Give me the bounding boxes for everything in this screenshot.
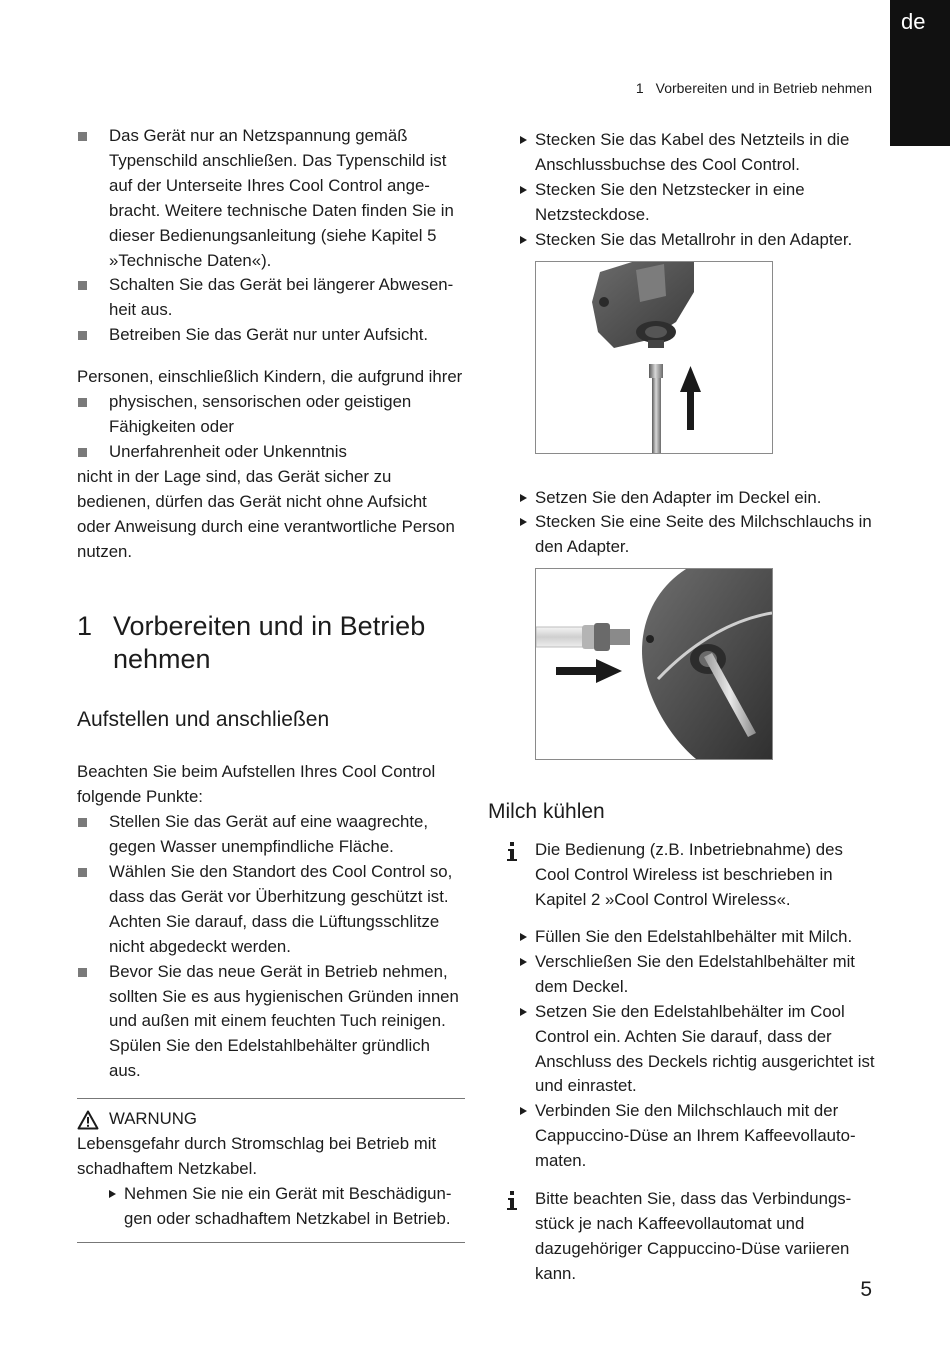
right-column (488, 128, 880, 1287)
list-item: Schalten Sie das Gerät bei längerer Abwesen-heit aus. (77, 273, 465, 323)
figure-milk-tube-adapter (535, 568, 773, 760)
warning-steps (77, 1182, 465, 1232)
list-item: Stecken Sie das Kabel des Netzteils in die Anschlussbuchse des Cool Control. (488, 128, 880, 178)
persons-intro: Personen, einschließlich Kindern, die aufgrund ihrer (77, 367, 463, 387)
warning-box (77, 1098, 465, 1243)
language-tab (890, 0, 950, 146)
list-item: Bevor Sie das neue Gerät in Betrieb nehmen, sollten Sie es aus hygienischen Gründen innen und außen mit einem feuchten Tuch reinigen. Spülen Sie den Edelstahlbehälter gründlich aus. (77, 960, 465, 1085)
list-item: Setzen Sie den Adapter im Deckel ein. (488, 486, 880, 511)
warning-text: Lebensgefahr durch Stromschlag bei Betrieb mit schadhaftem Netzkabel. (77, 1134, 437, 1178)
milk-tube-illustration (536, 569, 772, 759)
section-heading-setup: Aufstellen und anschließen (77, 708, 330, 732)
persons-outro: nicht in der Lage sind, das Gerät sicher zu bedienen, dürfen das Gerät nicht ohne Aufsicht oder Anweisung durch eine verantwortliche Person nutzen. (77, 466, 455, 561)
running-header-number: 1 (635, 80, 644, 96)
connection-steps (488, 128, 880, 253)
list-item: Stecken Sie den Netzstecker in eine Netzsteckdose. (488, 178, 880, 228)
info-note-1 (488, 838, 880, 913)
milk-steps (488, 925, 880, 1174)
list-item: Füllen Sie den Edelstahlbehälter mit Milch. (488, 925, 880, 950)
list-item: Verschließen Sie den Edelstahlbehälter mit dem Deckel. (488, 950, 880, 1000)
chapter-number: 1 (77, 611, 93, 642)
list-item: physischen, sensorischen oder geistigen Fähigkeiten oder (77, 390, 465, 440)
list-item: Setzen Sie den Edelstahlbehälter im Cool Control ein. Achten Sie darauf, dass der Anschluss des Deckels richtig ausgerichtet ist und einrastet. (488, 1000, 880, 1100)
adapter-illustration (536, 262, 772, 453)
left-column (77, 124, 465, 1243)
list-item: Wählen Sie den Standort des Cool Control so, dass das Gerät vor Überhitzung geschützt ist. Achten Sie darauf, dass die Lüftungsschlitze nicht abgedeckt werden. (77, 860, 465, 960)
chapter-title: Vorbereiten und in Betrieb nehmen (113, 611, 426, 675)
section-heading-milk: Milch kühlen (488, 800, 605, 824)
list-item: Unerfahrenheit oder Unkenntnis (77, 440, 465, 465)
adapter-steps (488, 486, 880, 561)
info-icon (488, 1187, 535, 1287)
list-item: Verbinden Sie den Milchschlauch mit der Cappuccino-Düse an Ihrem Kaffeevollauto-maten. (488, 1099, 880, 1174)
chapter-heading (77, 610, 465, 676)
list-item: Nehmen Sie nie ein Gerät mit Beschädigun-gen oder schadhaftem Netzkabel in Betrieb. (77, 1182, 465, 1232)
setup-list (77, 810, 465, 1084)
info-text-1: Die Bedienung (z.B. Inbetriebnahme) des Cool Control Wireless ist beschrieben in Kapitel 2 »Cool Control Wireless«. (535, 840, 843, 910)
page-number: 5 (860, 1278, 872, 1301)
warning-heading (77, 1107, 465, 1132)
persons-list (77, 390, 465, 465)
list-item: Betreiben Sie das Gerät nur unter Aufsicht. (77, 323, 465, 348)
setup-intro: Beachten Sie beim Aufstellen Ihres Cool Control folgende Punkte: (77, 762, 436, 807)
info-icon (488, 838, 535, 913)
warning-title: WARNUNG (109, 1109, 197, 1129)
info-note-2 (488, 1187, 880, 1287)
list-item: Stecken Sie das Metallrohr in den Adapter. (488, 228, 880, 253)
language-code: de (901, 9, 926, 34)
running-header (636, 80, 872, 96)
info-text-2: Bitte beachten Sie, dass das Verbindungs-stück je nach Kaffeevollautomat und dazugehöriger Cappuccino-Düse variieren kann. (535, 1189, 852, 1283)
list-item: Stellen Sie das Gerät auf eine waagrechte, gegen Wasser unempfindliche Fläche. (77, 810, 465, 860)
list-item: Stecken Sie eine Seite des Milchschlauchs in den Adapter. (488, 510, 880, 560)
figure-metal-tube-adapter (535, 261, 773, 454)
safety-list (77, 124, 465, 348)
running-header-title: Vorbereiten und in Betrieb nehmen (655, 80, 872, 96)
warning-triangle-icon (77, 1110, 99, 1130)
list-item: Das Gerät nur an Netzspannung gemäß Typenschild anschließen. Das Typenschild ist auf der Unterseite Ihres Cool Control ange-bracht. Weitere technische Daten finden Sie in dieser Bedienungsanleitung (siehe Kapitel 5 »Technische Daten«). (77, 124, 465, 273)
